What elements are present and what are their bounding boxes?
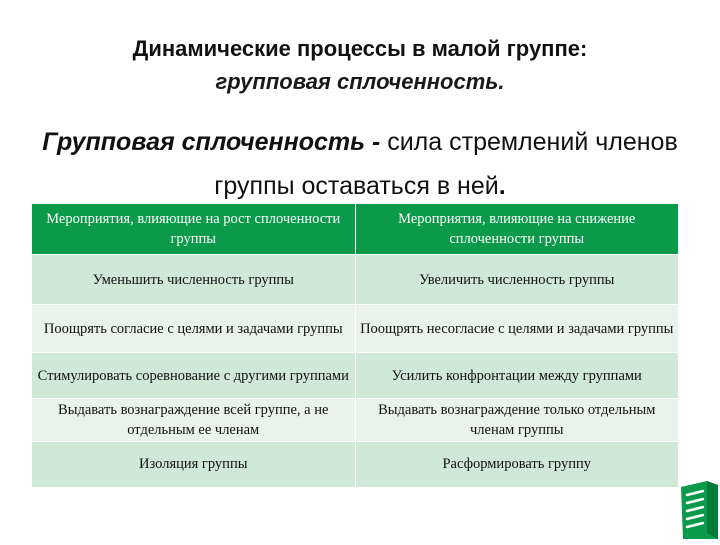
table-cell-increase: Стимулировать соревнование с другими группами <box>32 353 355 399</box>
header-increase-cohesion: Мероприятия, влияющие на рост сплоченности группы <box>32 204 355 255</box>
table-header-row <box>32 204 678 255</box>
table-cell-increase: Изоляция группы <box>32 442 355 487</box>
definition-body: сила стремлений членов группы оставаться в ней <box>214 128 678 200</box>
table-cell-increase: Выдавать вознаграждение всей группе, а не отдельным ее членам <box>32 399 355 442</box>
table-row <box>32 442 678 487</box>
table-row <box>32 353 678 399</box>
definition-text <box>30 120 690 208</box>
table-cell-decrease: Увеличить численность группы <box>355 255 678 305</box>
table-cell-decrease: Усилить конфронтации между группами <box>355 353 678 399</box>
table-cell-increase: Уменьшить численность группы <box>32 255 355 305</box>
slide-title-line2: групповая сплоченность. <box>215 69 505 94</box>
table-cell-decrease: Поощрять несогласие с целями и задачами группы <box>355 305 678 353</box>
slide-title-line1: Динамические процессы в малой группе: <box>132 36 588 61</box>
cohesion-measures-table <box>32 204 678 487</box>
table-row <box>32 255 678 305</box>
definition-end: . <box>498 172 506 200</box>
green-book-logo-icon <box>679 481 720 540</box>
definition-term: Групповая сплоченность - <box>42 128 381 156</box>
table-cell-increase: Поощрять согласие с целями и задачами группы <box>32 305 355 353</box>
table-cell-decrease: Расформировать группу <box>355 442 678 487</box>
slide-title <box>0 32 720 98</box>
table-cell-decrease: Выдавать вознаграждение только отдельным членам группы <box>355 399 678 442</box>
table-row <box>32 305 678 353</box>
header-decrease-cohesion: Мероприятия, влияющие на снижение сплоченности группы <box>355 204 678 255</box>
table-row <box>32 399 678 442</box>
